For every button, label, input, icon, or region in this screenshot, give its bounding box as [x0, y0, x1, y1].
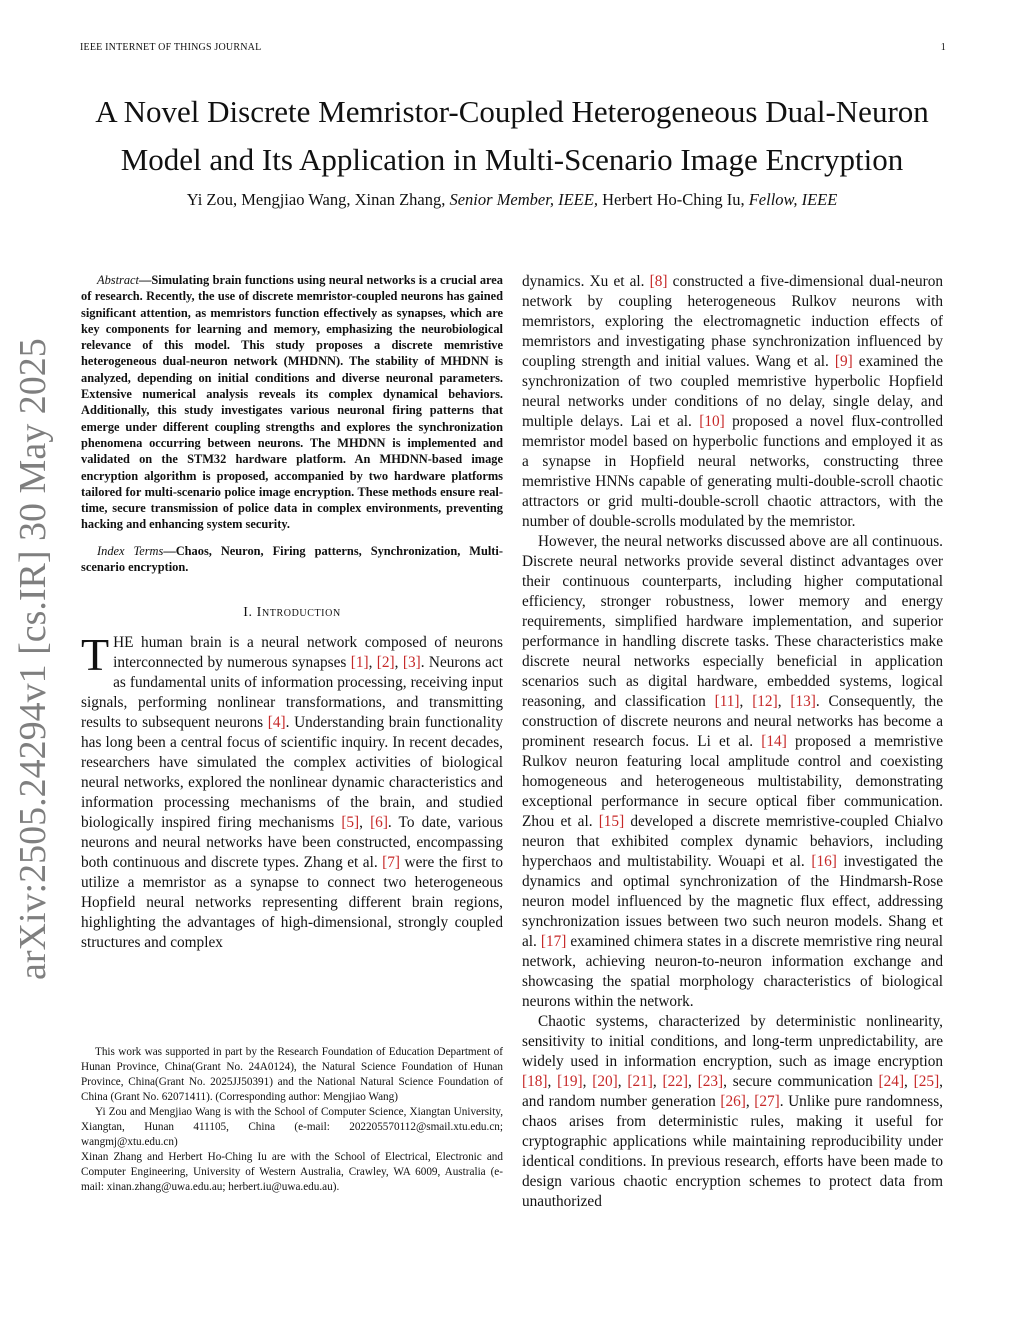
body-paragraph [522, 1012, 943, 1212]
citation-link[interactable]: [21] [627, 1073, 653, 1090]
intro-text: were the first to utilize a memristor as a synapse to connect two heterogeneous Hopfield neural networks representing different brain regions, highlighting the advantages of high-dimensional, strongly coupled structures and complex [81, 854, 504, 952]
separator: , [652, 1073, 663, 1090]
citation-link[interactable]: [8] [649, 273, 668, 290]
citation-link[interactable]: [4] [267, 714, 286, 732]
author-line [60, 190, 964, 210]
intro-text: HE human brain is a neural network composed of neurons interconnected by numerous synapses [113, 634, 503, 672]
body-text: developed a discrete memristive-coupled Chialvo neuron that exhibited complex dynamic behaviors, including hyperchaos and multistability. Wouapi et al. [522, 813, 943, 870]
footnotes [81, 1045, 503, 1195]
citation-link[interactable]: [13] [790, 693, 816, 710]
citation-link[interactable]: [20] [592, 1073, 618, 1090]
introduction-body [81, 629, 504, 953]
citation-link[interactable]: [24] [878, 1073, 905, 1090]
journal-name: IEEE INTERNET OF THINGS JOURNAL [80, 42, 262, 53]
citation-link[interactable]: [7] [382, 854, 401, 872]
separator: , [617, 1073, 628, 1090]
body-paragraph [522, 272, 943, 532]
separator: , [394, 654, 403, 672]
citation-link[interactable]: [23] [697, 1073, 724, 1090]
body-text: dynamics. Xu et al. [522, 273, 650, 290]
paper-title: A Novel Discrete Memristor-Coupled Heterogeneous Dual-Neuron Model and Its Application in Multi-Scenario Image Encryption [95, 94, 929, 177]
separator: , [368, 654, 377, 672]
citation-link[interactable]: [26] [720, 1093, 746, 1110]
body-text: Chaotic systems, characterized by deterministic nonlinearity, sensitivity to initial conditions, and long-term unpredictability, are widely used in information encryption, such as image encryption [522, 1013, 943, 1070]
citation-link[interactable]: [5] [341, 814, 360, 832]
body-text: . Unlike pure randomness, chaos arises from deterministic rules, making it useful for cryptographic applications while maintaining reproducibility under identical conditions. In previous research, efforts have been made to design various chaotic encryption schemes to protect data from unauthorized [522, 1093, 943, 1210]
intro-text: . Understanding brain functionality has long been a central focus of scientific inquiry. In recent decades, researchers have simulated the complex activities of biological neural networks, explored the nonlinear dynamic characteristics and information processing mechanisms of the brain, and studied biologically inspired firing mechanisms [81, 714, 503, 832]
intro-text: . To date, various neurons and neural networks have been constructed, encompassing both continuous and discrete types. Zhang et al. [81, 814, 503, 872]
index-terms-label: Index Terms [97, 543, 164, 558]
abstract [81, 272, 503, 533]
citation-link[interactable]: [18] [522, 1073, 548, 1090]
body-text: examined the synchronization of two coupled memristive hyperbolic Hopfield neural networks under conditions of no delay, single delay, and multiple delays. Lai et al. [522, 353, 943, 430]
right-column [522, 272, 943, 1212]
citation-link[interactable]: [15] [598, 813, 625, 830]
separator: , [547, 1073, 558, 1090]
citation-link[interactable]: [22] [662, 1073, 688, 1090]
citation-link[interactable]: [27] [754, 1093, 780, 1110]
footnote-affiliation-2: Xinan Zhang and Herbert Ho-Ching Iu are with the School of Electrical, Electronic and Computer Engineering, University of Western Australia, Crawley, WA 6009, Australia (e-mail: xinan.zhang@uwa.edu.au; herbert.iu@uwa.edu.au). [81, 1151, 503, 1193]
index-terms [81, 543, 503, 576]
body-text: examined chimera states in a discrete memristive ring neural network, achieving neuron-to-neuron information exchange and showcasing the spatial morphology characteristics of biological neurons within the network. [522, 933, 943, 1010]
abstract-label: Abstract [97, 273, 139, 287]
author-names-2: Herbert Ho-Ching Iu, [597, 190, 749, 209]
separator: , [582, 1073, 593, 1090]
body-text: However, the neural networks discussed above are all continuous. Discrete neural networks provide several distinct advantages over their continuous counterparts, including higher computational efficiency, stronger robustness, lower memory and energy requirements, simplified hardware implementation, and superior performance in handling discrete tasks. These characteristics make discrete neural networks especially beneficial in application scenarios such as digital hardware, embedded systems, logical reasoning, and classification [522, 533, 943, 710]
section-heading-introduction: I. Introduction [243, 605, 341, 621]
separator: , [739, 693, 753, 710]
body-text: , and random number generation [522, 1073, 943, 1110]
intro-paragraph [81, 629, 504, 953]
citation-link[interactable]: [6] [370, 814, 388, 832]
left-column [81, 272, 503, 953]
citation-link[interactable]: [16] [811, 853, 837, 870]
body-text: investigated the dynamics and optimal synchronization of the Hindmarsh-Rose neuron model influenced by the magnetic flux effect, addressing synchronization issues between two such neuron models. Shang et al. [522, 853, 943, 950]
body-text: constructed a five-dimensional dual-neuron network by coupling heterogeneous Rulkov neurons with memristors, exploring the electromagnetic induction effects of memristors and investigating phase synchronization influenced by coupling strength and initial values. Wang et al. [522, 273, 943, 370]
intro-text: . Neurons act as fundamental units of information processing, receiving input signals, performing nonlinear transformations, and transmitting results to subsequent neurons [81, 654, 503, 732]
body-text: . Consequently, the construction of discrete neurons and neural networks has become a prominent research focus. Li et al. [522, 693, 943, 750]
body-text: proposed a novel flux-controlled memristor model based on hyperbolic functions and employed it as a synapse in Hopfield neural networks, constructing three memristive HNNs capable of generating multi-double-scroll chaotic attractors or grid multi-double-scroll chaotic attractors, with the number of double-scrolls modulated by the memristor. [522, 413, 944, 530]
footnote-funding: This work was supported in part by the Research Foundation of Education Department of Hunan Province, China(Grant No. 24A0124), the Natural Science Foundation of Hunan Province, China(Grant No. 2025JJ50391) and the National Natural Science Foundation of China (Grant No. 62071411). (Corresponding author: Mengjiao Wang) [81, 1046, 503, 1103]
citation-link[interactable]: [3] [402, 654, 421, 672]
body-paragraph [522, 532, 943, 1012]
author-role-1: Senior Member, IEEE, [449, 190, 598, 209]
dropcap: T [81, 629, 110, 681]
citation-link[interactable]: [1] [350, 654, 369, 672]
citation-link[interactable]: [10] [699, 413, 725, 430]
author-role-2: Fellow, IEEE [748, 190, 838, 209]
body-text: , secure communication [723, 1073, 879, 1090]
citation-link[interactable]: [17] [540, 933, 567, 950]
separator: , [688, 1073, 698, 1090]
body-text: proposed a memristive Rulkov neuron featuring local amplitude control and coexisting homogeneous and heterogeneous multistability, demonstrating exceptional performance in secure optical fiber communication. Zhou et al. [522, 733, 943, 830]
separator: , [777, 693, 791, 710]
author-names-1: Yi Zou, Mengjiao Wang, Xinan Zhang, [186, 190, 450, 209]
page-number: 1 [940, 42, 946, 53]
arxiv-identifier-stamp[interactable]: arXiv:2505.24294v1 [cs.IR] 30 May 2025 [12, 338, 54, 980]
footnote-affiliation-1: Yi Zou and Mengjiao Wang is with the School of Computer Science, Xiangtan University, Xiangtan, Hunan 411105, China (e-mail: 202205570112@smail.xtu.edu.cn; wangmj@xtu.edu.cn) [81, 1106, 503, 1148]
citation-link[interactable]: [14] [761, 733, 787, 750]
abstract-text: —Simulating brain functions using neural networks is a crucial area of research. Recently, the use of discrete memristor-coupled neurons has gained significant attention, as memristors function effectively as synapses, which are key components for learning and memory, emphasizing the neurobiological relevance of this model. This study proposes a discrete memristive heterogeneous dual-neuron network (MHDNN). The stability of MHDNN is analyzed, depending on initial conditions and diverse neuronal parameters. Extensive numerical analysis reveals its complex dynamical behaviors. Additionally, this study investigates various neuronal firing patterns that emerge under different coupling strengths and explores the synchronization phenomena occurring between neurons. The MHDNN is implemented and validated on the STM32 hardware platform. An MHDNN-based image encryption algorithm is proposed, accompanied by two hardware platforms tailored for multi-scenario police image encryption. These methods ensure real-time, secure transmission of police data in complex environments, preventing hacking and enhancing system security. [81, 273, 503, 532]
separator: , [359, 814, 371, 832]
separator: , [904, 1073, 914, 1090]
separator: , [745, 1093, 755, 1110]
citation-link[interactable]: [19] [557, 1073, 583, 1090]
citation-link[interactable]: [9] [834, 353, 853, 370]
running-head [80, 42, 946, 53]
citation-link[interactable]: [12] [752, 693, 778, 710]
citation-link[interactable]: [11] [714, 693, 740, 710]
citation-link[interactable]: [25] [913, 1073, 940, 1090]
citation-link[interactable]: [2] [376, 654, 395, 672]
index-terms-text: —Chaos, Neuron, Firing patterns, Synchronization, Multi-scenario encryption. [81, 543, 503, 575]
